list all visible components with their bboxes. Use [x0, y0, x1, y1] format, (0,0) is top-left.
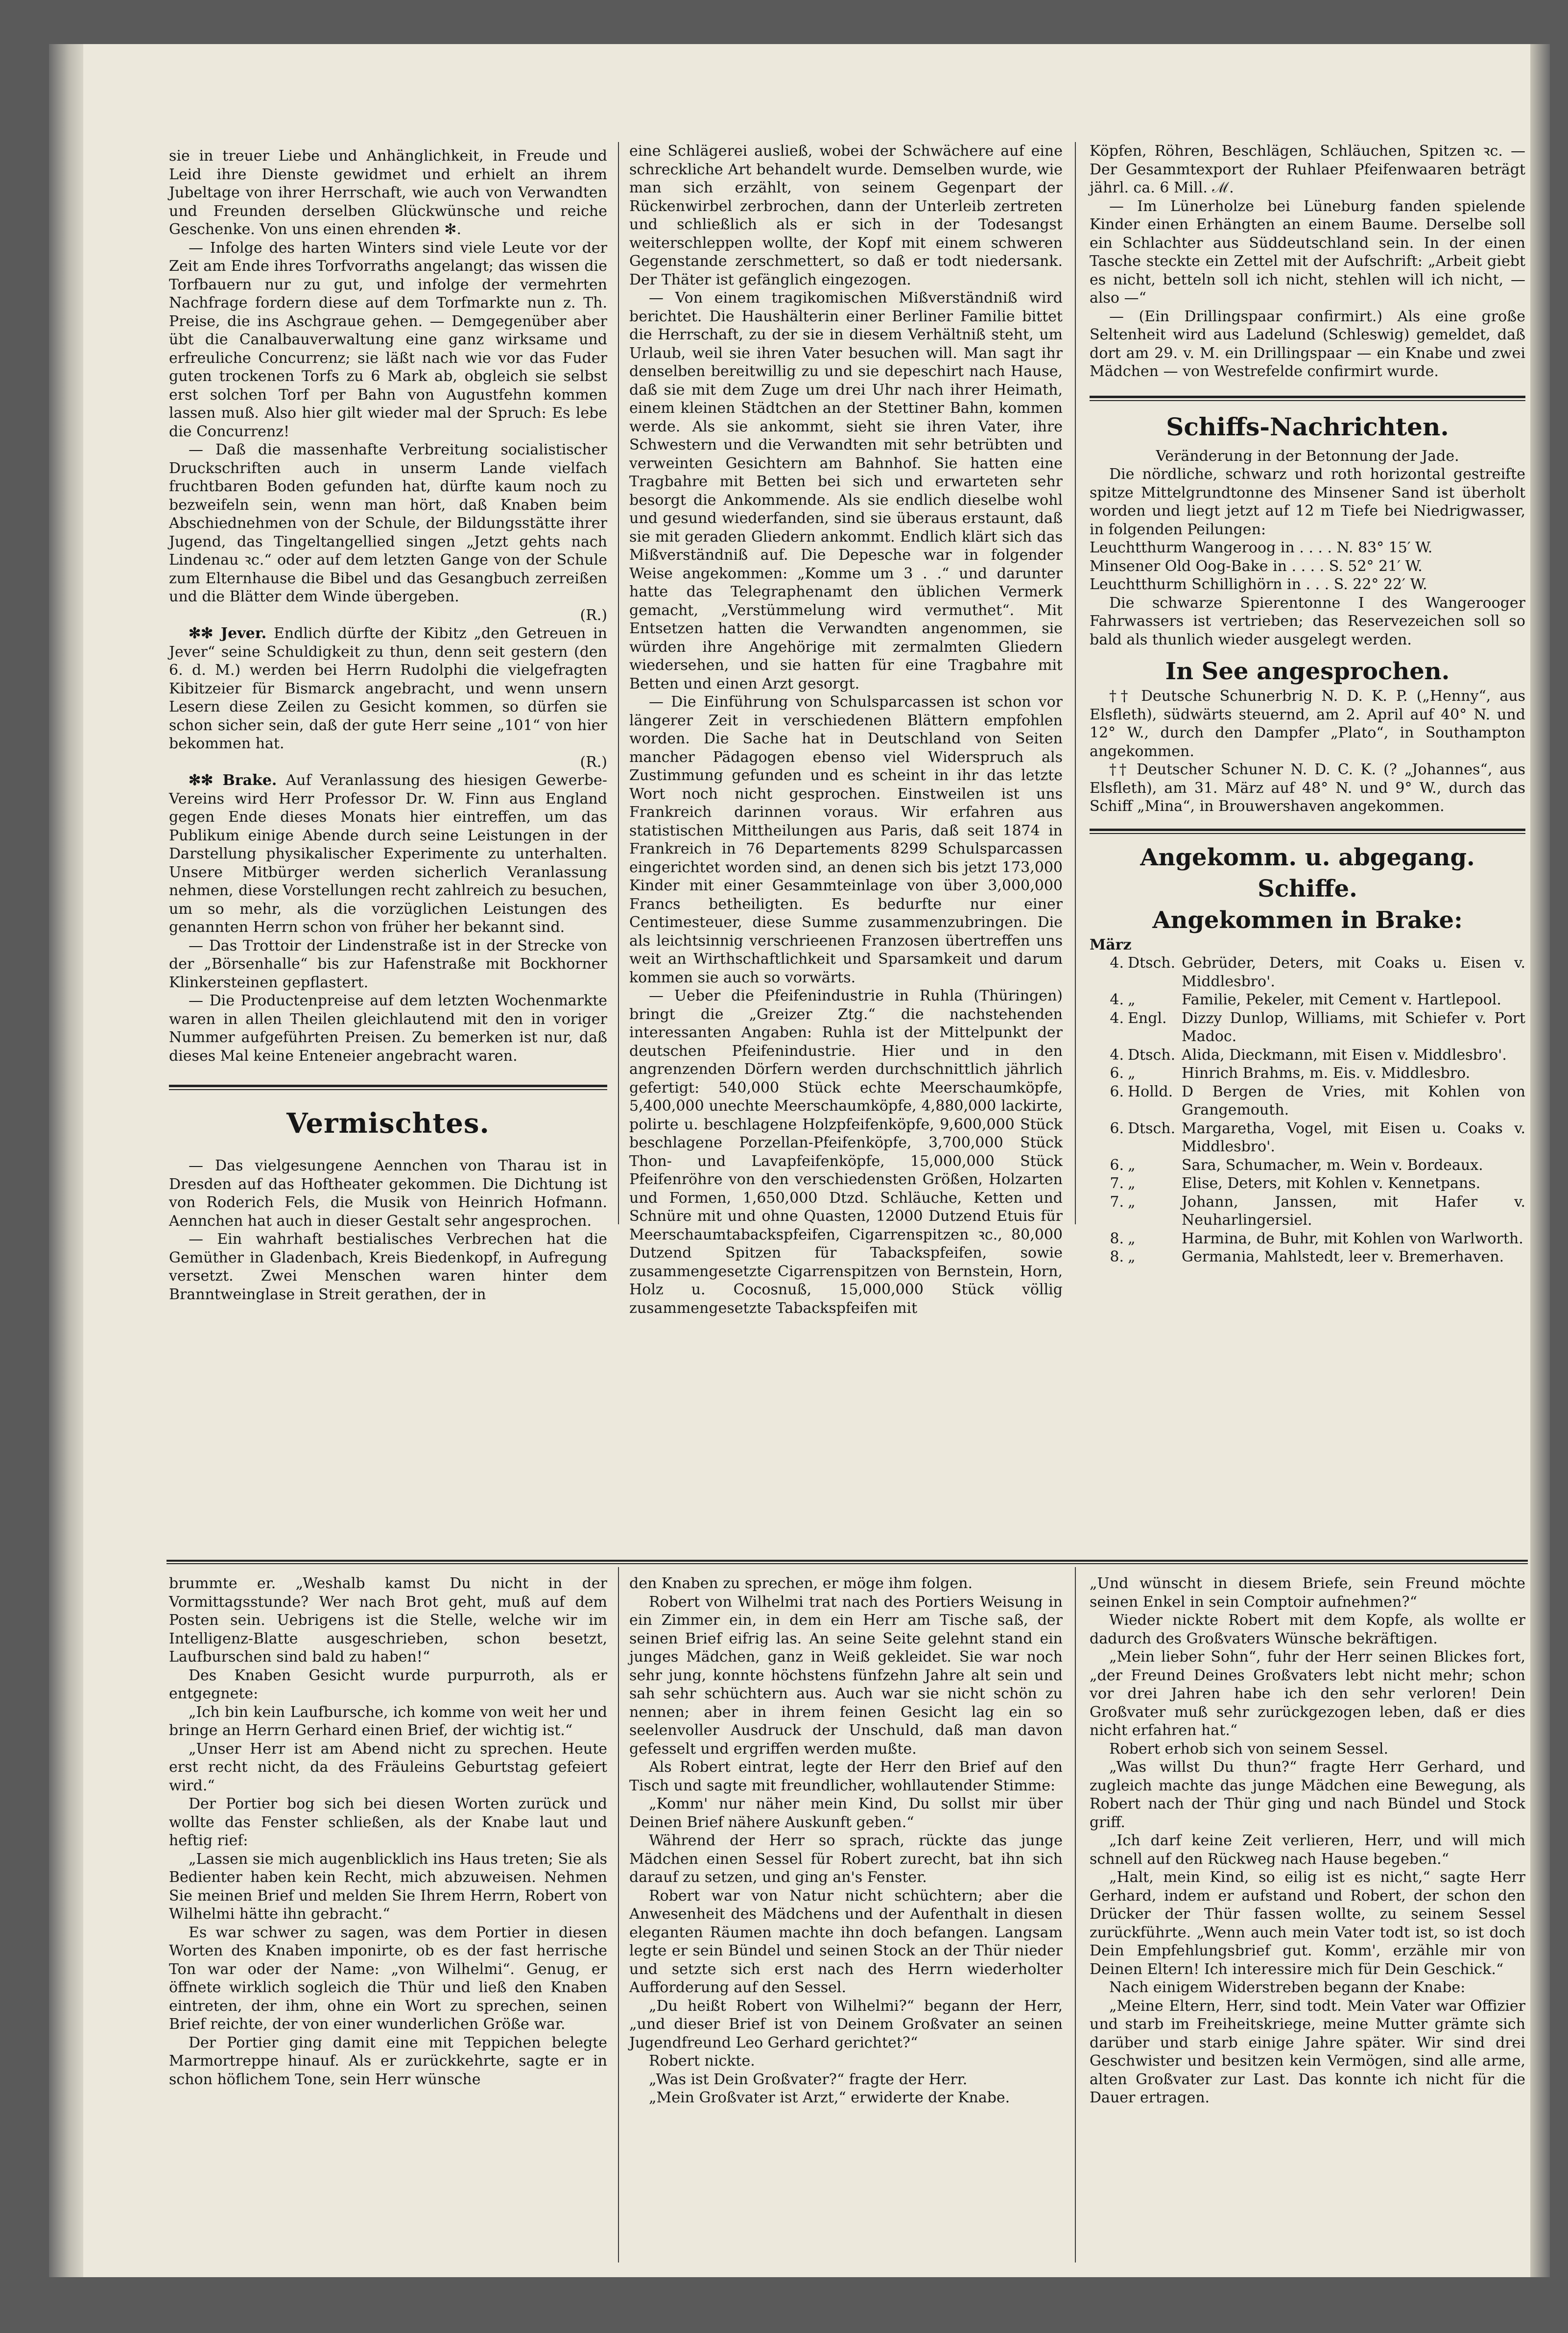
paragraph: Als Robert eintrat, legte der Herr den Brief auf den Tisch und sagte mit freundlicher, wohllautender Stimme:	[629, 1759, 1063, 1794]
heading-vermischtes: Vermischtes.	[286, 1107, 490, 1140]
paragraph: — Die Productenpreise auf dem letzten Wochenmarkte waren in allen Theilen gleichlautend mit den in voriger Nummer aufgeführten Preisen. Zu bemerken ist nur, daß dieses Mal keine Enteneier angebracht waren.	[169, 992, 607, 1065]
paragraph: — Die Einführung von Schulsparcassen ist schon vor längerer Zeit in verschiedenen Blättern empfohlen worden. Die Sache hat in Deutschland von Seiten mancher Pädagogen ebenso viel Widerspruch als Zustimmung gefunden und es scheint in ihr das letzte Wort noch nicht gesprochen. Einstweilen ist uns Frankreich darinnen voraus. Wir erfahren aus statistischen Mittheilungen aus Paris, daß seit 1874 in Frankreich in 76 Departements 8299 Schulsparcassen eingerichtet worden sind, an denen sich bis jetzt 173,000 Kinder mit einer Gesammteinlage von über 3,000,000 Francs betheiligten. Es bedurfte nur einer Centimesteuer, diese Summe zusammenzubringen. Die als leichtsinnig verschrieenen Franzosen übertreffen uns weit an Wirthschaftlichkeit und Sparsamkeit und darum kommen sie auch so vorwärts.	[629, 693, 1063, 986]
paragraph: Es war schwer zu sagen, was dem Portier in diesen Worten des Knaben imponirte, ob es der fast herrische Ton war oder der Name: „von Wilhelmi“. Genug, er öffnete wirklich sogleich die Thür und ließ den Knaben eintreten, der ihm, ohne ein Wort zu sprechen, seinen Brief reichte, der von einer wunderlichen Größe war.	[169, 1924, 607, 2033]
ship-arrivals-table	[1090, 954, 1525, 1266]
paragraph: Robert nickte.	[649, 2052, 755, 2070]
table-row: 7. „ Johann, Janssen, mit Hafer v. Neuharlingersiel.	[1110, 1193, 1525, 1229]
page-edge-shadow	[1530, 44, 1550, 2277]
paragraph: — Im Lünerholze bei Lüneburg fanden spielende Kinder einen Erhängten an einem Baume. Derselbe soll ein Schlachter aus Süddeutschland sein. In der einen Tasche steckte ein Zettel mit der Aufschrift: „Arbeit giebt es nicht, betteln soll ich nicht, stehlen will ich nicht, — also —“	[1090, 197, 1525, 307]
paragraph: „Halt, mein Kind, so eilig ist es nicht,“ sagte Herr Gerhard, indem er aufstand und Robert, der schon den Drücker der Thür fassen wollte, zu seinem Sessel zurückführte. „Wenn auch mein Vater todt ist, so ist doch Dein Empfehlungsbrief gut. Komm', erzähle mir von Deinen Eltern! Ich interessire mich für Dein Geschick.“	[1090, 1869, 1525, 1978]
column-1	[169, 147, 608, 1303]
paragraph: „Du heißt Robert von Wilhelmi?“ begann der Herr, „und dieser Brief ist von Deinem Großvater an seinen Jugendfreund Leo Gerhard gerichtet?“	[629, 1997, 1063, 2051]
paragraph: „Komm' nur näher mein Kind, Du sollst mir über Deinen Brief nähere Auskunft geben.“	[629, 1795, 1063, 1831]
signature: (R.)	[580, 606, 607, 624]
paragraph: den Knaben zu sprechen, er möge ihm folgen.	[629, 1575, 973, 1592]
paragraph: Während der Herr so sprach, rückte das junge Mädchen einen Sessel für Robert zurecht, bat ihn sich darauf zu setzen, und ging an's Fenster.	[629, 1832, 1063, 1886]
signature: (R.)	[580, 753, 607, 771]
heading-schiffs-nachrichten: Schiffs-Nachrichten.	[1166, 412, 1449, 441]
paragraph: Der Portier bog sich bei diesen Worten zurück und wollte das Fenster schließen, als der Knabe laut und heftig rief:	[169, 1795, 607, 1849]
text-brake: Auf Veranlassung des hiesigen Gewerbe-Vereins wird Herr Professor Dr. W. Finn aus England gegen Ende dieses Monats hier eintreffen, um das Publikum einige Abende durch seine Leistungen in der Darstellung physikalischer Experimente zu unterhalten. Unsere Mitbürger werden sicherlich Veranlassung nehmen, diese Vorstellungen recht zahlreich zu besuchen, um so mehr, als die vorzüglichen Leistungen des genannten Herrn schon von früher her bekannt sind.	[169, 772, 607, 936]
paragraph: sie in treuer Liebe und Anhänglichkeit, in Freude und Leid ihre Dienste gewidmet und erhielt an ihrem Jubeltage von ihrer Herrschaft, wie auch von Verwandten und Freunden derselben Glückwünsche und reiche Geschenke. Von uns einen ehrenden ✻.	[169, 147, 607, 238]
section-rule	[169, 1085, 607, 1090]
subheading: Veränderung in der Betonnung der Jade.	[1156, 447, 1459, 465]
paragraph: „Mein lieber Sohn“, fuhr der Herr seinen Blickes fort, „der Freund Deines Großvaters lebt nicht mehr; schon vor drei Jahren habe ich den sehr verloren! Dein Großvater muß sehr zurückgezogen leben, daß er dies nicht erfahren hat.“	[1090, 1648, 1525, 1739]
table-row: 4. Engl. Dizzy Dunlop, Williams, mit Schiefer v. Port Madoc.	[1110, 1009, 1525, 1045]
paragraph: — Infolge des harten Winters sind viele Leute vor der Zeit am Ende ihres Torfvorraths angelangt; das wissen die Torfbauern nur zu gut, und infolge der vermehrten Nachfrage fordern diese auf dem Torfmarkte nun z. Th. Preise, die ins Aschgraue gehen. — Demgegenüber aber übt die Canalbauverwaltung eine ganz wirksame und erfreuliche Concurrenz; sie läßt nach wie vor das Fuder guten trockenen Torfs zu 6 Mark ab, obgleich sie selbst erst solchen Torf per Bahn von Augustfehn kommen lassen muß. Also hier gilt wieder mal der Spruch: Es lebe die Concurrenz!	[169, 239, 607, 440]
section-rule	[1090, 396, 1525, 401]
paragraph: — Das Trottoir der Lindenstraße ist in der Strecke von der „Börsenhalle“ bis zur Hafenstraße mit Bockhorner Klinkersteinen gepflastert.	[169, 937, 607, 991]
table-row: 4. Dtsch. Alida, Dieckmann, mit Eisen v. Middlesbro'.	[1110, 1046, 1507, 1064]
paragraph: — Daß die massenhafte Verbreitung socialistischer Druckschriften auch in unserm Lande vielfach fruchtbaren Boden gefunden hat, dürfte kaum noch zu bezweifeln sein, wenn man hört, daß Knaben beim Abschiednehmen von der Schule, der Bildungsstätte ihrer Jugend, das Tingeltangellied singen „Jetzt gehts nach Lindenau ꝛc.“ oder auf dem letzten Gange von der Schule zum Elternhause die Bibel und das Gesangbuch zerreißen und die Blätter dem Winde übergeben.	[169, 441, 607, 605]
paragraph: „Lassen sie mich augenblicklich ins Haus treten; Sie als Bedienter haben kein Recht, mich abzuweisen. Nehmen Sie meinen Brief und melden Sie Ihrem Herrn, Robert von Wilhelmi hätte ihn gebracht.“	[169, 1850, 607, 1923]
table-row: 8. „ Harmina, de Buhr, mit Kohlen von Warlworth.	[1110, 1230, 1523, 1247]
heading-in-see-angesprochen: In See angesprochen.	[1165, 658, 1450, 685]
paragraph: — Ueber die Pfeifenindustrie in Ruhla (Thüringen) bringt die „Greizer Ztg.“ die nachstehenden interessanten Angaben: Ruhla ist der Mittelpunkt der deutschen Pfeifenindustrie. Hier und in den angrenzenden Dörfern werden durchschnittlich jährlich gefertigt: 540,000 Stück echte Meerschaumköpfe, 5,400,000 unechte Meerschaumköpfe, 4,880,000 lackirte, polirte u. beschlagene Holzpfeifenköpfe, 9,600,000 Stück beschlagene Porzellan-Pfeifenköpfe, 3,700,000 Stück Thon- und Lavapfeifenköpfe, 15,000,000 Stück Pfeifenröhre von den verschiedensten Größen, Holzarten und Formen, 1,650,000 Dtzd. Schläuche, Ketten und Schnüre mit und ohne Quasten, 12000 Dutzend Etuis für Meerschaumtabackspfeifen, Cigarrenspitzen ꝛc., 80,000 Dutzend Spitzen für Tabackspfeifen, sowie zusammengesetzte Cigarrenspitzen von Bernstein, Horn, Holz u. Cocosnuß, 15,000,000 Stück völlig zusammengesetzte Tabackspfeifen mit	[629, 987, 1063, 1317]
table-row: 6. Dtsch. Margaretha, Vogel, mit Eisen u. Coaks v. Middlesbro'.	[1110, 1119, 1525, 1155]
book-spine	[49, 44, 83, 2277]
paragraph: Des Knaben Gesicht wurde purpurroth, als er entgegnete:	[169, 1666, 607, 1702]
paragraph: „Und wünscht in diesem Briefe, sein Freund möchte seinen Enkel in sein Comptoir aufnehmen?“	[1090, 1575, 1525, 1611]
heading-angekomm-abgegang: Angekomm. u. abgegang. Schiffe.	[1140, 843, 1475, 903]
paragraph: „Was willst Du thun?“ fragte Herr Gerhard, und zugleich machte das junge Mädchen eine Bewegung, als Robert nach der Thür ging und nach Bündel und Stock griff.	[1090, 1759, 1525, 1831]
table-row: 4. „ Familie, Pekeler, mit Cement v. Hartlepool.	[1110, 991, 1501, 1008]
column-divider	[618, 142, 619, 1224]
lead-jever: ✻✻ Jever.	[189, 625, 267, 642]
paragraph-brake	[169, 771, 607, 937]
feuilleton-rule	[166, 1560, 1528, 1564]
paragraph: „Was ist Dein Großvater?“ fragte der Herr.	[649, 2071, 968, 2088]
paragraph: — (Ein Drillingspaar confirmirt.) Als eine große Seltenheit wird aus Ladelund (Schleswig) gemeldet, daß dort am 29. v. M. ein Drillingspaar — ein Knabe und zwei Mädchen — von Westrefelde confirmirt wurde.	[1090, 308, 1525, 380]
column-3	[1090, 142, 1525, 1265]
paragraph: Die schwarze Spierentonne I des Wangerooger Fahrwassers ist vertrieben; das Reservezeichen soll so bald als thunlich wieder ausgelegt werden.	[1090, 594, 1525, 648]
paragraph: brummte er. „Weshalb kamst Du nicht in der Vormittagsstunde? Wer nach Brot geht, muß auf dem Posten sein. Uebrigens ist die Stelle, welche wir im Intelligenz-Blatte ausgeschrieben, schon besetzt, Laufburschen sind bald zu haben!“	[169, 1575, 607, 1666]
paragraph: — Das vielgesungene Aennchen von Tharau ist in Dresden auf das Hoftheater gekommen. Die Dichtung ist von Roderich Fels, die Musik von Heinrich Hofmann. Aennchen hat auch in dieser Gestalt sehr angesprochen.	[169, 1157, 607, 1230]
paragraph: Robert von Wilhelmi trat nach des Portiers Weisung in ein Zimmer ein, in dem ein Herr am Tische saß, der seinen Brief eifrig las. An seine Seite gelehnt stand ein junges Mädchen, ganz in Weiß gekleidet. Sie war noch sehr jung, konnte höchstens fünfzehn Jahre alt sein und sah sehr schüchtern aus. Auch war sie nicht schön zu nennen; aber in ihrem feinen Gesicht lag ein so seelenvoller Ausdruck der Unschuld, daß man davon gefesselt und ergriffen werden mußte.	[629, 1593, 1063, 1758]
table-row: 6. „ Sara, Schumacher, m. Wein v. Bordeaux.	[1110, 1156, 1483, 1174]
bearing-line: Leuchtthurm Wangeroog in . . . . N. 83° 15′ W.	[1090, 539, 1433, 556]
paragraph: eine Schlägerei ausließ, wobei der Schwächere auf eine schreckliche Art behandelt wurde. Demselben wurde, wie man sich erzählt, von seinem Gegenpart der Rückenwirbel zerbrochen, dann der Unterleib zertreten und schließlich als er sich in der Todesangst weiterschleppen wollte, der Kopf mit einem schweren Gegenstande zerschmettert, so daß er todt niedersank. Der Thäter ist gefänglich eingezogen.	[629, 143, 1063, 288]
table-row: 6. Holld. D Bergen de Vries, mit Kohlen von Grangemouth.	[1110, 1083, 1525, 1119]
table-row: 8. „ Germania, Mahlstedt, leer v. Bremerhaven.	[1110, 1248, 1504, 1265]
paragraph: — Ein wahrhaft bestialisches Verbrechen hat die Gemüther in Gladenbach, Kreis Biedenkopf, in Aufregung versetzt. Zwei Menschen waren hinter dem Branntweinglase in Streit gerathen, der in	[169, 1231, 607, 1303]
table-row: 6. „ Hinrich Brahms, m. Eis. v. Middlesbro.	[1110, 1065, 1471, 1082]
paragraph: Robert war von Natur nicht schüchtern; aber die Anwesenheit des Mädchens und der Aufenthalt in diesen eleganten Räumen machte ihn doch befangen. Langsam legte er sein Bündel und seinen Stock an der Thür nieder und setzte sich erst nach des Herrn wiederholter Aufforderung auf den Sessel.	[629, 1887, 1063, 1996]
paragraph: Robert erhob sich von seinem Sessel.	[1109, 1740, 1389, 1758]
story-column-3	[1090, 1574, 1525, 2265]
paragraph: „Unser Herr ist am Abend nicht zu sprechen. Heute erst recht nicht, da des Fräuleins Geburtstag gefeiert wird.“	[169, 1740, 607, 1794]
paragraph: „Ich darf keine Zeit verlieren, Herr, und will mich schnell auf den Rückweg nach Hause begeben.“	[1090, 1832, 1525, 1868]
story-column-1	[169, 1574, 607, 2265]
section-rule	[1090, 829, 1525, 834]
paragraph: Die nördliche, schwarz und roth horizontal gestreifte spitze Mittelgrundtonne des Minsener Sand ist überholt worden und liegt jetzt auf 12 m Tiefe bei Niedrigwasser, in folgenden Peilungen:	[1090, 466, 1525, 538]
paragraph: — Von einem tragikomischen Mißverständniß wird berichtet. Die Haushälterin einer Berliner Familie bittet die Herrschaft, zu der sie in diesem Verhältniß steht, um Urlaub, weil sie ihren Vater besuchen will. Man sagt ihr denselben bereitwillig zu und sie depeschirt nach Hause, daß sie mit dem Zuge um drei Uhr nach ihrer Heimath, einem kleinen Städtchen an der Stettiner Bahn, kommen werde. Als sie ankommt, sieht sie ihren Vater, ihre Schwestern und die Verwandten mit sehr betrübten und verweinten Gesichtern am Bahnhof. Sie hatten eine Tragbahre mit Betten bei sich und erwarteten sehr besorgt die Ankommende. Als sie endlich dieselbe wohl und gesund wiederfanden, sind sie überaus erstaunt, daß sie mit geraden Gliedern ankommt. Endlich klärt sich das Mißverständniß auf. Die Depesche war in folgender Weise angekommen: „Komme um 3 . .“ und darunter hatte das Telegraphenamt den üblichen Vermerk gemacht, „Verstümmelung wird vermuthet“. Mit Entsetzen hatten die Verwandten angenommen, sie würden ihre Angehörige mit zermalmten Gliedern wiedersehen, und sie hatten für eine Tragbahre mit Betten und einen Arzt gesorgt.	[629, 289, 1063, 692]
paragraph: „Mein Großvater ist Arzt,“ erwiderte der Knabe.	[649, 2089, 1010, 2106]
column-divider	[618, 1567, 619, 2262]
story-column-2	[629, 1574, 1063, 2265]
month-label: März	[1090, 936, 1132, 953]
column-2	[629, 142, 1063, 1317]
column-divider	[1075, 1567, 1076, 2262]
paragraph-jever	[169, 624, 607, 753]
paragraph: †† Deutscher Schuner N. D. C. K. (? „Johannes“, aus Elsfleth), am 31. März auf 48° N. und 9° W., durch das Schiff „Mina“, in Brouwershaven angekommen.	[1090, 761, 1525, 815]
paragraph: Köpfen, Röhren, Beschlägen, Schläuchen, Spitzen ꝛc. — Der Gesammtexport der Ruhlaer Pfeifenwaaren beträgt jährl. ca. 6 Mill. ℳ.	[1090, 143, 1525, 196]
paragraph: Der Portier ging damit eine mit Teppichen belegte Marmortreppe hinauf. Als er zurückkehrte, sagte er in schon höflichem Tone, sein Herr wünsche	[169, 2034, 607, 2088]
paragraph: „Meine Eltern, Herr, sind todt. Mein Vater war Offizier und starb im Freiheitskriege, meine Mutter grämte sich darüber und starb einige Jahre später. Wir sind drei Geschwister und besitzen kein Vermögen, sind alle arme, alten Großvater zur Last. Das konnte ich nicht für die Dauer ertragen.	[1090, 1997, 1525, 2106]
column-divider	[1075, 142, 1076, 1224]
bearing-line: Leuchtthurm Schillighörn in . . . S. 22° 22′ W.	[1090, 576, 1427, 593]
paragraph: Nach einigem Widerstreben begann der Knabe:	[1109, 1979, 1466, 1996]
paragraph: „Ich bin kein Laufbursche, ich komme von weit her und bringe an Herrn Gerhard einen Brief, der wichtig ist.“	[169, 1703, 607, 1739]
bearing-line: Minsener Old Oog-Bake in . . . . S. 52° 21′ W.	[1090, 557, 1423, 575]
heading-angekommen-brake: Angekommen in Brake:	[1152, 906, 1463, 934]
table-row: 7. „ Elise, Deters, mit Kohlen v. Kennetpans.	[1110, 1175, 1481, 1192]
lead-brake: ✻✻ Brake.	[189, 772, 277, 789]
text-jever: Endlich dürfte der Kibitz „den Getreuen in Jever“ seine Schuldigkeit zu thun, denn seit gestern (den 6. d. M.) werden bei Herrn Rudolphi die vielgefragten Kibitzeier für Bismarck angebracht, und wenn unsern Lesern diese Zeilen zu Gesicht kommen, so dürfen sie schon sicher sein, daß der gute Herr seine „101“ von hier bekommen hat.	[169, 625, 608, 752]
table-row: 4. Dtsch. Gebrüder, Deters, mit Coaks u. Eisen v. Middlesbro'.	[1110, 954, 1525, 990]
paragraph: †† Deutsche Schunerbrig N. D. K. P. („Henny“, aus Elsfleth), südwärts steuernd, am 2. April auf 40° N. und 12° W., durch den Dampfer „Plato“, in Southampton angekommen.	[1090, 688, 1525, 760]
paragraph: Wieder nickte Robert mit dem Kopfe, als wollte er dadurch des Großvaters Wünsche bekräftigen.	[1090, 1612, 1525, 1647]
